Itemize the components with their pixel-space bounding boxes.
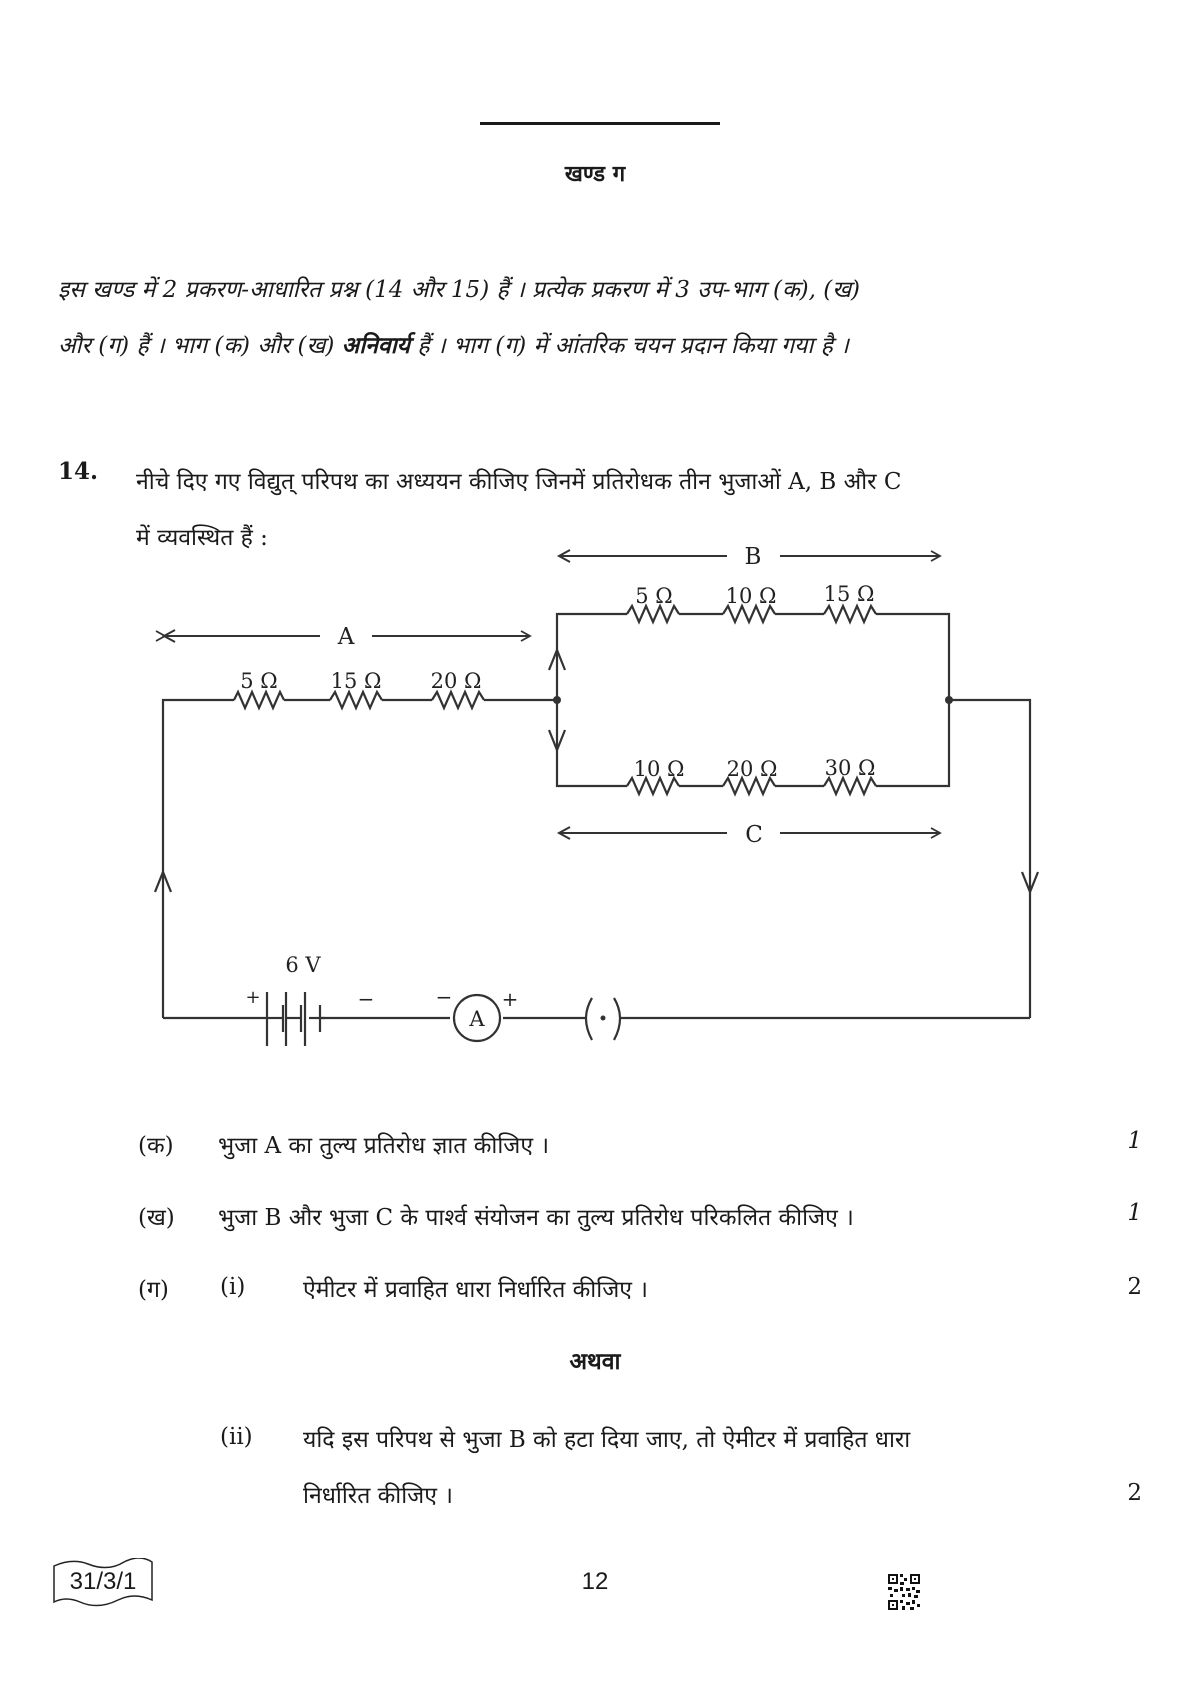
- junction-left: [553, 696, 561, 704]
- paper-code: 31/3/1: [69, 1568, 137, 1595]
- part-kha-text: भुजा B और भुजा C के पार्श्व संयोजन का तुल्य प्रतिरोध परिकलित कीजिए ।: [218, 1205, 854, 1231]
- instructions-line-2-post: हैं । भाग (ग) में आंतरिक चयन प्रदान किया गया है ।: [410, 333, 849, 359]
- arm-a-label: A: [337, 624, 355, 650]
- circuit-diagram: [0, 530, 1190, 1070]
- resistor-c2-value: 20 Ω: [726, 757, 778, 781]
- qr-code-icon: [888, 1574, 920, 1610]
- alt-part-marks: 2: [1127, 1480, 1142, 1506]
- instructions-line-1: इस खण्ड में 2 प्रकरण-आधारित प्रश्न (14 और 15) हैं । प्रत्येक प्रकरण में 3 उप-भाग (क), (ख): [58, 277, 861, 303]
- battery-icon: [267, 992, 350, 1046]
- part-kha-marks: 1: [1127, 1200, 1142, 1226]
- part-ka-marks: 1: [1127, 1128, 1142, 1154]
- instructions-line-2-pre: और (ग) हैं । भाग (क) और (ख): [58, 333, 342, 359]
- resistor-b3-value: 15 Ω: [823, 582, 875, 606]
- resistor-a1: [234, 692, 284, 708]
- page-number: 12: [581, 1568, 609, 1595]
- question-number: 14.: [58, 458, 99, 485]
- ammeter-minus: −: [435, 985, 453, 1009]
- ammeter-plus: +: [501, 987, 519, 1011]
- part-ga-label: (ग): [138, 1277, 169, 1303]
- compulsory-emphasis: अनिवार्य: [341, 332, 411, 359]
- ammeter-label: A: [469, 1007, 485, 1031]
- resistor-b2-value: 10 Ω: [725, 584, 777, 608]
- battery-voltage: 6 V: [285, 953, 321, 977]
- part-ka-label: (क): [138, 1133, 174, 1159]
- alt-part-sub-label: (ii): [220, 1424, 253, 1450]
- resistor-b1-value: 5 Ω: [635, 584, 673, 608]
- battery-minus: −: [357, 987, 375, 1011]
- arm-b-label: B: [744, 544, 762, 570]
- part-ga-text: ऐमीटर में प्रवाहित धारा निर्धारित कीजिए ।: [303, 1277, 649, 1303]
- section-instructions: [58, 262, 1088, 374]
- top-rule: [480, 122, 720, 125]
- resistor-c3-value: 30 Ω: [824, 756, 876, 780]
- alt-part-text-line-1: यदि इस परिपथ से भुजा B को हटा दिया जाए, तो ऐमीटर में प्रवाहित धारा: [303, 1427, 911, 1453]
- battery-plus: +: [245, 987, 261, 1008]
- question-text-line-1: नीचे दिए गए विद्युत् परिपथ का अध्ययन कीजिए जिनमें प्रतिरोधक तीन भुजाओं A, B और C: [136, 469, 902, 495]
- resistor-a1-value: 5 Ω: [240, 669, 278, 693]
- part-ga-sub-label: (i): [220, 1274, 246, 1300]
- part-ka-text: भुजा A का तुल्य प्रतिरोध ज्ञात कीजिए ।: [218, 1133, 550, 1159]
- junction-right: [945, 696, 953, 704]
- part-kha-label: (ख): [138, 1205, 175, 1231]
- plug-key-dot: [601, 1016, 606, 1021]
- alt-part-text-line-2: निर्धारित कीजिए ।: [303, 1483, 454, 1509]
- section-title: खण्ड ग: [564, 161, 626, 187]
- question-text-line-2: में व्यवस्थित हैं :: [136, 525, 268, 551]
- part-ga-marks: 2: [1127, 1274, 1142, 1300]
- instructions-line-2: [58, 318, 1088, 374]
- or-label: अथवा: [569, 1348, 621, 1375]
- resistor-a3-value: 20 Ω: [430, 669, 482, 693]
- arm-c-label: C: [745, 822, 763, 848]
- resistor-a2-value: 15 Ω: [330, 669, 382, 693]
- resistor-c1-value: 10 Ω: [633, 757, 685, 781]
